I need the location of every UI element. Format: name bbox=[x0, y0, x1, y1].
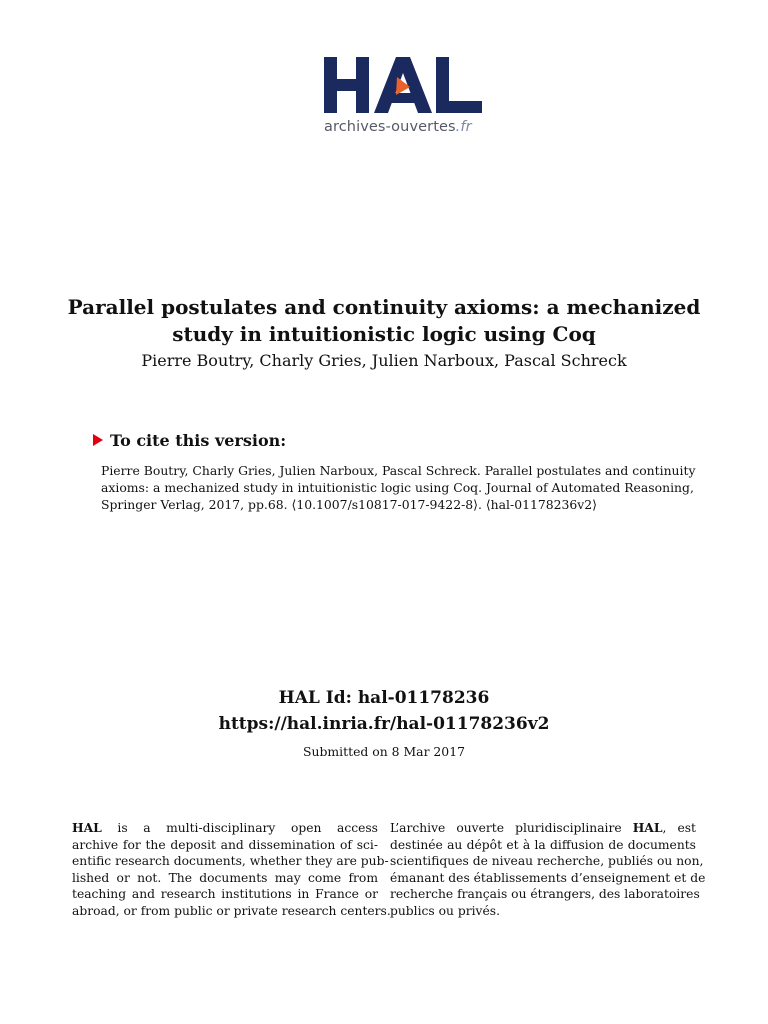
hal-id: HAL Id: hal-01178236 bbox=[278, 688, 490, 708]
english-line-6: abroad, or from public or private research centers. bbox=[72, 903, 391, 918]
french-line-3: scientifiques de niveau recherche, publiés ou non, bbox=[390, 854, 704, 869]
french-line-4: émanant des établissements d’enseignement et de bbox=[390, 870, 706, 885]
cite-heading-label: To cite this version: bbox=[110, 431, 287, 450]
french-line-2: destinée au dépôt et à la diffusion de documents bbox=[390, 837, 696, 852]
english-line-1-text: is a multi-disciplinary open access bbox=[101, 821, 378, 835]
english-line-5: teaching and research institutions in France or bbox=[72, 887, 378, 902]
english-description bbox=[72, 820, 391, 920]
french-description bbox=[390, 820, 706, 920]
paper-title-line-2: study in intuitionistic logic using Coq bbox=[172, 322, 596, 346]
hal-logo-subtitle bbox=[324, 119, 472, 135]
paper-authors: Pierre Boutry, Charly Gries, Julien Narboux, Pascal Schreck bbox=[141, 351, 627, 370]
hal-wordmark-logo bbox=[322, 55, 484, 117]
french-line-1-post: , est bbox=[662, 821, 696, 835]
submitted-date: Submitted on 8 Mar 2017 bbox=[303, 744, 465, 759]
logo-subtitle-main: archives-ouvertes bbox=[324, 119, 456, 135]
english-line-1 bbox=[72, 820, 378, 837]
english-line-2: archive for the deposit and dissemination of sci- bbox=[72, 837, 378, 852]
cite-heading bbox=[93, 430, 286, 452]
french-line-5: recherche français ou étrangers, des laboratoires bbox=[390, 887, 700, 902]
french-line-6: publics ou privés. bbox=[390, 903, 500, 918]
citation-line-3: Springer Verlag, 2017, pp.68. ⟨10.1007/s10817-017-9422-8⟩. ⟨hal-01178236v2⟩ bbox=[101, 497, 597, 512]
french-line-1-pre: L’archive ouverte pluridisciplinaire bbox=[390, 821, 633, 835]
paper-title bbox=[60, 294, 708, 348]
citation-line-1: Pierre Boutry, Charly Gries, Julien Narboux, Pascal Schreck. Parallel postulates and continuity bbox=[101, 463, 696, 478]
english-line-4: lished or not. The documents may come from bbox=[72, 870, 378, 885]
logo-subtitle-tld: .fr bbox=[455, 119, 472, 135]
hal-url-link[interactable]: https://hal.inria.fr/hal-01178236v2 bbox=[218, 714, 550, 734]
english-line-3: entific research documents, whether they are pub- bbox=[72, 854, 389, 869]
citation-text bbox=[101, 462, 722, 513]
citation-line-2: axioms: a mechanized study in intuitionistic logic using Coq. Journal of Automated Reasoning, bbox=[101, 480, 694, 495]
hal-bold-fr: HAL bbox=[632, 820, 663, 835]
hal-bold-en: HAL bbox=[72, 820, 102, 835]
french-line-1 bbox=[390, 820, 696, 837]
hal-logo[interactable] bbox=[322, 55, 484, 145]
triangle-right-icon bbox=[93, 434, 103, 446]
paper-title-line-1: Parallel postulates and continuity axioms: a mechanized bbox=[67, 295, 701, 319]
